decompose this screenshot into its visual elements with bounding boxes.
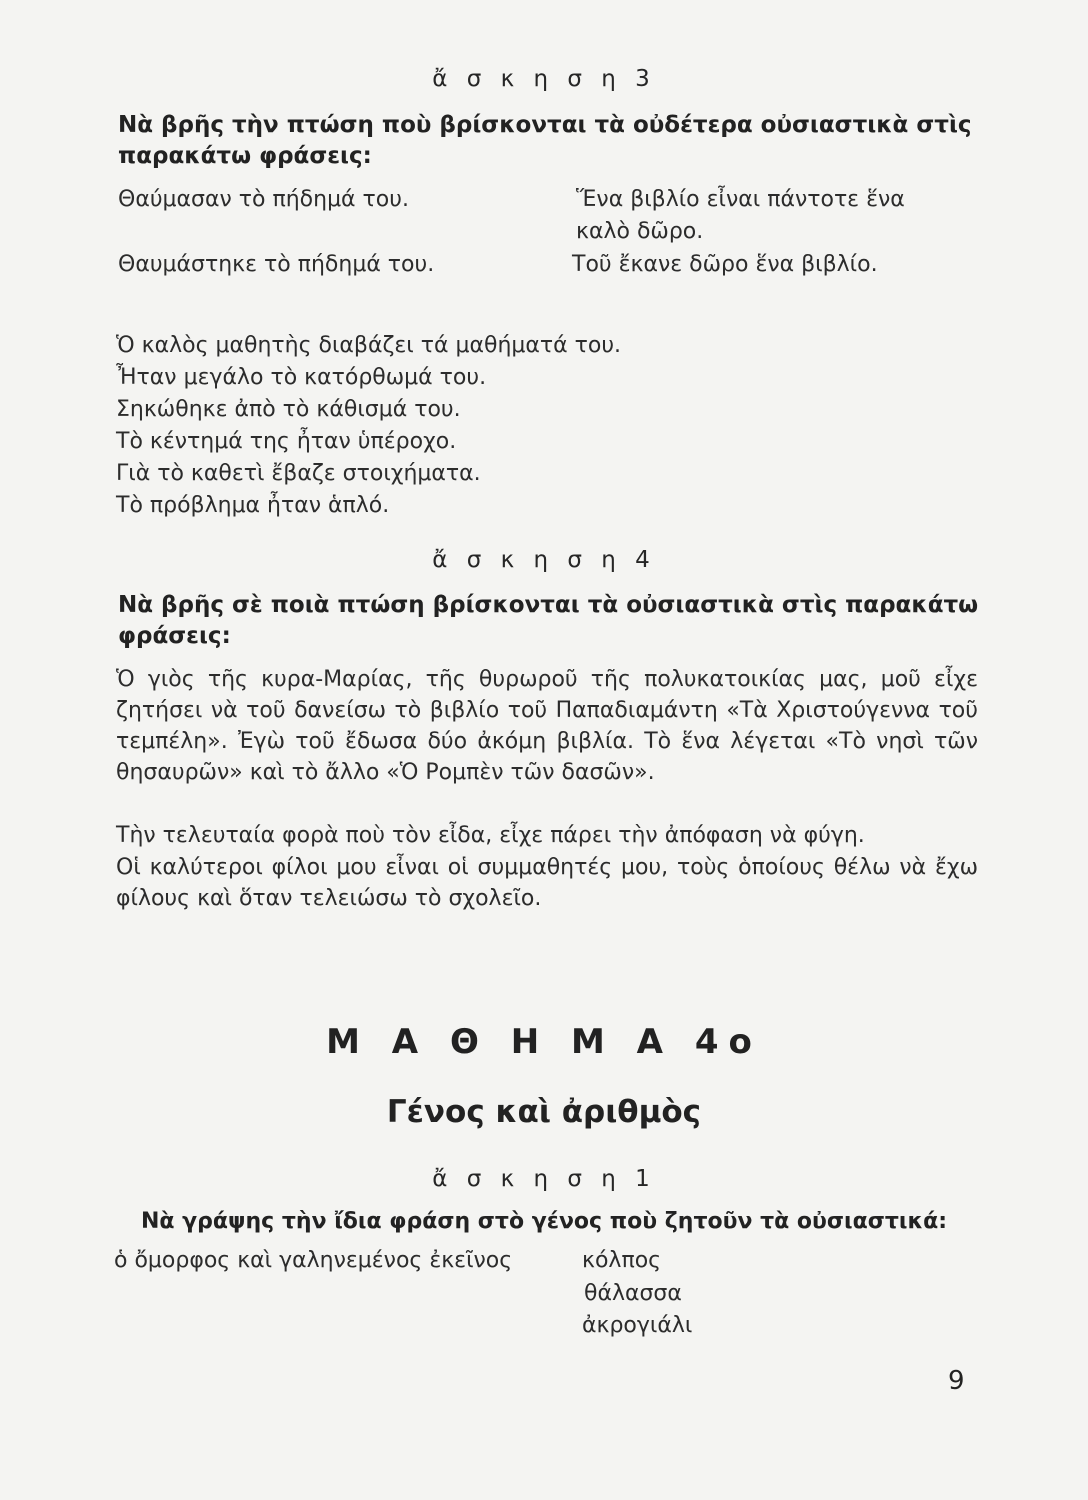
exercise-3-right-sentence-1a: Ἕνα βιβλίο εἶναι πάντοτε ἕνα xyxy=(576,187,905,212)
exercise-4-sentence-3: Οἱ καλύτεροι φίλοι μου εἶναι οἱ συμμαθητές μου, τοὺς ὁποίους θέλω νὰ ἔχω φίλους καὶ ὅταν τελειώσω τὸ σχολεῖο. xyxy=(116,855,978,911)
exercise-4-title: ἄ σ κ η σ η 4 xyxy=(432,547,656,573)
exercise-3-sentence: Τὸ πρόβλημα ἦταν ἁπλό. xyxy=(116,493,390,518)
exercise-3-right-sentence-2: Τοῦ ἔκανε δῶρο ἕνα βιβλίο. xyxy=(572,252,878,277)
page-number: 9 xyxy=(948,1366,965,1396)
exercise-3-instruction: Νὰ βρῆς τὴν πτώση ποὺ βρίσκονται τὰ οὐδέτερα οὐσιαστικὰ στὶς παρακάτω φράσεις: xyxy=(118,112,972,169)
exercise-3-left-sentence-1: Θαύμασαν τὸ πήδημά του. xyxy=(118,187,409,212)
exercise-1-phrase: ὁ ὄμορφος καὶ γαληνεμένος ἐκεῖνος xyxy=(114,1248,513,1273)
exercise-4-instruction: Νὰ βρῆς σὲ ποιὰ πτώση βρίσκονται τὰ οὐσιαστικὰ στὶς παρακάτω φράσεις: xyxy=(118,592,979,649)
exercise-1-noun: κόλπος xyxy=(582,1248,662,1273)
exercise-3-sentence: Ὁ καλὸς μαθητὴς διαβάζει τά μαθήματά του. xyxy=(116,333,622,358)
exercise-4-sentence-2: Τὴν τελευταία φορὰ ποὺ τὸν εἶδα, εἶχε πάρει τὴν ἀπόφαση νὰ φύγη. xyxy=(116,823,865,848)
lesson-title: Μ Α Θ Η Μ Α 4ο xyxy=(326,1022,762,1062)
exercise-3-sentence: Σηκώθηκε ἀπὸ τὸ κάθισμά του. xyxy=(116,397,461,422)
exercise-3-title: ἄ σ κ η σ η 3 xyxy=(432,66,656,92)
lesson-subtitle: Γένος καὶ ἀριθμὸς xyxy=(386,1094,702,1130)
exercise-1-noun: ἀκρογιάλι xyxy=(582,1313,693,1338)
exercise-3-sentence: Τὸ κέντημά της ἦταν ὑπέροχο. xyxy=(116,429,457,454)
exercise-3-right-sentence-1b: καλὸ δῶρο. xyxy=(576,219,704,244)
exercise-1-title: ἄ σ κ η σ η 1 xyxy=(432,1166,656,1192)
exercise-1-instruction: Νὰ γράψης τὴν ἴδια φράση στὸ γένος ποὺ ζητοῦν τὰ οὐσιαστικά: xyxy=(141,1209,947,1234)
exercise-3-left-sentence-2: Θαυμάστηκε τὸ πήδημά του. xyxy=(118,252,435,277)
exercise-3-sentence: Γιὰ τὸ καθετὶ ἔβαζε στοιχήματα. xyxy=(116,461,481,486)
exercise-3-sentence: Ἦταν μεγάλο τὸ κατόρθωμά του. xyxy=(116,365,487,390)
exercise-4-paragraph: Ὁ γιὸς τῆς κυρα-Μαρίας, τῆς θυρωροῦ τῆς πολυκατοικίας μας, μοῦ εἶχε ζητήσει νὰ τοῦ δανείσω τὸ βιβλίο τοῦ Παπαδιαμάντη «Τὰ Χριστούγεννα τοῦ τεμπέλη». Ἐγὼ τοῦ ἔδωσα δύο ἀκόμη βιβλία. Τὸ ἕνα λέγεται «Τὸ νησὶ τῶν θησαυρῶν» καὶ τὸ ἄλλο «Ὁ Ρομπὲν τῶν δασῶν». xyxy=(116,667,978,785)
exercise-1-noun: θάλασσα xyxy=(584,1281,682,1306)
